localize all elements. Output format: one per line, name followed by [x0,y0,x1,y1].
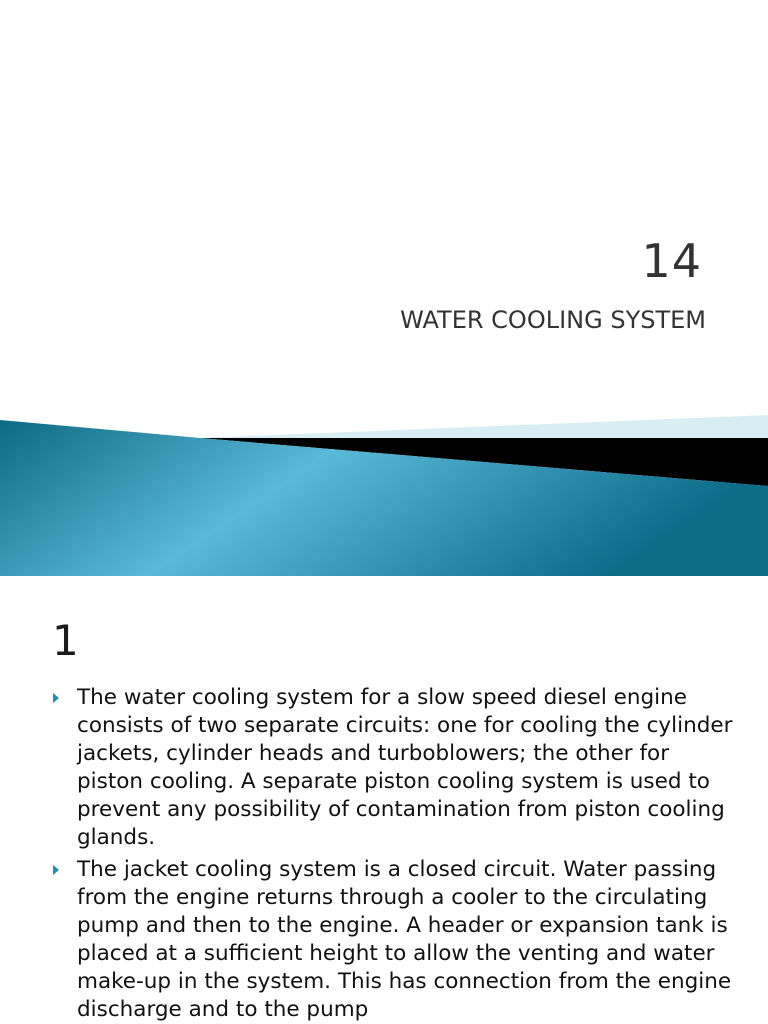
content-slide-title: 1 [52,616,79,665]
decorative-band [0,410,768,576]
bullet-item [50,856,740,1024]
bullet-arrow-icon [53,865,59,875]
slide-number: 14 [641,234,702,288]
bullet-item [50,684,740,852]
bullet-arrow-icon [53,693,59,703]
bullet-text: The jacket cooling system is a closed circuit. Water passing from the engine returns through a cooler to the circulating pump and then to the engine. A header or expansion tank is placed at a sufficient height to allow the venting and water make-up in the system. This has connection from the engine discharge and to the pump [77,857,732,1022]
slide-subtitle: WATER COOLING SYSTEM [400,306,706,334]
bullet-text: The water cooling system for a slow speed diesel engine consists of two separate circuits: one for cooling the cylinder jackets, cylinder heads and turboblowers; the other for piston cooling. A separate piston cooling system is used to prevent any possibility of contamination from piston cooling glands. [77,685,733,850]
content-slide [0,576,768,1024]
bullet-list [50,684,740,1024]
band-pale-strip [200,415,768,438]
